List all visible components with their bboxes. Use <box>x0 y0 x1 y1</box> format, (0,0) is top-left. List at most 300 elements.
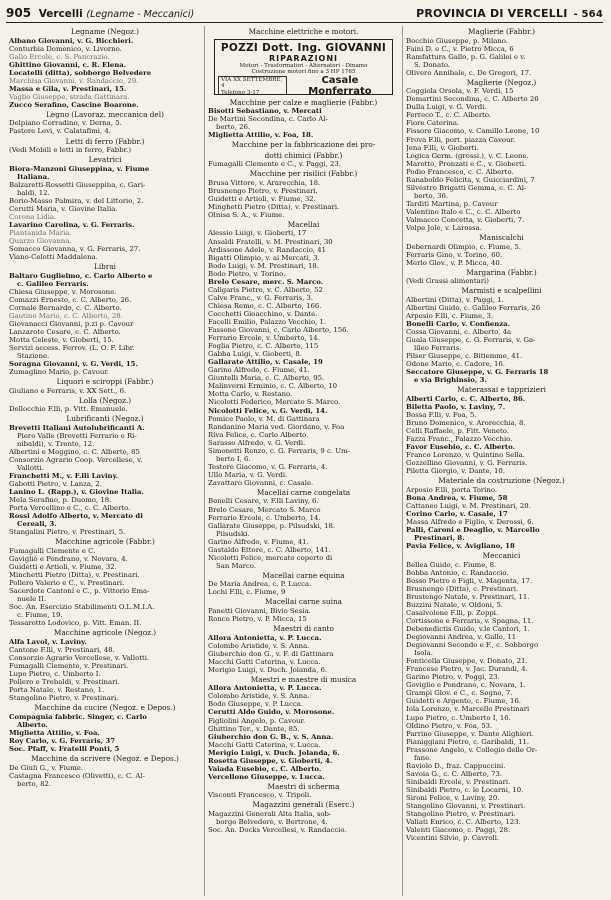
directory-entry: Bossa F.lli, v. Foa, 5. <box>406 410 477 419</box>
directory-entry: berto, 26. <box>216 123 251 132</box>
section-heading: Legname (Negoz.) <box>70 27 140 36</box>
ad-title: POZZI Dott. Ing. GIOVANNI <box>220 41 387 54</box>
directory-entry: Olivero Annibale, c. De Gregori, 17. <box>406 68 532 77</box>
directory-entry: Motta Celeste, v. Gioberti, 15. <box>9 336 114 344</box>
directory-entry: Sacerdote Cantoni e C., p. Vittorio Ema- <box>9 587 150 596</box>
directory-entry: De Giuli G., v. Fiume. <box>9 763 84 772</box>
directory-entry: Buzzini Natale, v. Oldoni, 5. <box>406 600 503 609</box>
directory-entry: c. Galileo Ferraris. <box>17 279 89 288</box>
section-heading: Librai <box>93 262 117 272</box>
directory-entry: Cortissone e Ferraris, v. Spagna, 11. <box>406 616 534 625</box>
directory-entry: Alfa Lavol, v. Laviny. <box>9 637 87 646</box>
directory-entry: c. Fiume, 19. <box>17 611 63 620</box>
section-heading: Meccanici <box>482 551 521 561</box>
section-heading: Macellai carne equina <box>262 570 345 580</box>
directory-entry: Vicentini Silvio, p. Cavroll. <box>406 834 500 843</box>
directory-entry: Nicolotti Felice, mercato coperto di <box>208 553 333 562</box>
directory-entry: Bonelli Cesare, v. F.lli Laviny, 6. <box>208 497 319 506</box>
directory-entry: Merigio Luigi, v. Duch. Jolanda, 6. <box>208 748 340 757</box>
directory-entry: Gallo Ercole, c. S. Pancrazio. <box>9 52 110 61</box>
directory-entry: Vercellone Giuseppe, v. Lucca. <box>208 772 325 781</box>
directory-entry: Delpiano Corradino, v. Derna, 5. <box>9 119 122 128</box>
column-middle <box>204 26 402 896</box>
directory-entry: Valmacco Concetta, v. Gioberti, 7. <box>406 215 525 224</box>
directory-entry: Pilsudski. <box>216 529 250 538</box>
directory-entry: Italiana. <box>17 172 50 181</box>
header-right <box>416 7 603 20</box>
directory-entry: Fassone Giovanni, c. Carlo Alberto, 156. <box>208 326 349 335</box>
directory-entry: Soc. Pfaff, v. Fratelli Ponti, 5 <box>9 745 120 754</box>
directory-entry: Pianiggiani Pietro, c. Garibaldi, 11. <box>406 737 530 746</box>
directory-entry: Lupo Pietro, c. Umberto I, 16. <box>406 713 511 722</box>
directory-entry: berto, 82. <box>17 779 52 788</box>
directory-entry: Garino Alfredo, c. Fiume, 41. <box>208 366 310 375</box>
directory-entry: San Marco. <box>216 561 256 570</box>
directory-entry: Bodo Giuseppe, v. P. Lucca. <box>208 700 304 709</box>
directory-entry: Gavigliò e Pondrano, v. Novara, 4. <box>9 555 128 564</box>
directory-entry: Pavia Felice, v. Avigliano, 18 <box>406 542 515 551</box>
section-heading: Macchine elettriche e motori. <box>248 27 359 36</box>
directory-entry: berto, 36. <box>414 191 449 200</box>
directory-entry: Bigatti Olimpio, v. ai Mercati, 3. <box>208 253 320 262</box>
directory-entry: borgo Belvedere, v. Bertrone, 4. <box>216 817 328 826</box>
section-heading: Lolla (Negoz.) <box>78 395 132 405</box>
directory-entry: Gabba Luigi, v. Gioberti, 8. <box>208 350 302 359</box>
directory-entry: Lavarino Carolina, v. G. Ferraris. <box>9 220 135 229</box>
directory-entry: Ranaboldo Felicita, v. Guicciardini, 7 <box>406 175 535 184</box>
section-heading: Maestri di scherma <box>267 781 340 791</box>
directory-entry: (Vedi Grassi alimentari) <box>406 277 489 286</box>
directory-entry: Bellea Guido, c. Fiume, 8. <box>406 560 497 569</box>
directory-entry: Arposio F.lli, porta Torino. <box>406 485 498 494</box>
directory-entry: Soc. An. Docks Vercellesi, v. Randaccio. <box>208 826 347 835</box>
directory-entry: Gozzellino Giovanni, v. G. Ferraris. <box>406 459 528 468</box>
directory-entry: Ferrario Ercole, v. Umberto, 14. <box>208 334 320 343</box>
advertisement-box <box>214 39 393 95</box>
ad-line-1: Motori - Trasformatori - Alternatori - Dinamo <box>239 62 368 69</box>
directory-entry: Testore Giacomo, v. G. Ferraris, 4. <box>208 462 328 471</box>
directory-entry: Fumagalli Clemente e C., v. Paggi, 23. <box>208 160 341 169</box>
directory-entry: Silvestro Brigatti Gemma, c. C. Al- <box>406 183 527 192</box>
directory-entry: Bisotti Sebastiano, v. Mercati <box>208 107 322 115</box>
section-heading: Marmisti e scalpellini <box>461 286 542 296</box>
directory-entry: Debernardi Olimpio, c. Fiume, 5. <box>406 242 521 251</box>
directory-entry: Fumagalli Clemente e C. <box>9 546 96 555</box>
directory-entry: Cereali, 3. <box>17 520 57 529</box>
page-header <box>6 6 603 23</box>
section-heading: Macchine per risilici (Fabbr.) <box>249 169 358 179</box>
directory-entry: Cerutti Aldo Guido, v. Morosone. <box>208 708 335 717</box>
directory-entry: Biora-Manzoni Giuseppina, v. Fiume <box>9 164 150 173</box>
directory-entry: Giuliano e Ferraris, v. XX Sett., 6. <box>9 386 127 395</box>
directory-entry: Fumagalli Clemente, v. Prestinari. <box>9 662 129 671</box>
directory-entry: Allora Antonietta, v. P. Lucca. <box>208 633 322 642</box>
directory-entry: Marchisa Giovanni, v. Randaccio, 29. <box>9 76 139 85</box>
directory-entry: Vaiada Eusebio, c. C. Alberto. <box>208 764 322 773</box>
directory-entry: De Martini Secondina, c. Carlo Al- <box>208 115 328 124</box>
directory-entry: Grampi Glov. e C., c. Sogno, 7. <box>406 689 513 698</box>
directory-entry: Miglietta Attilio, v. Foa. <box>9 728 100 737</box>
directory-entry: Merlo Glov., v. P. Micca, 40. <box>406 258 502 267</box>
directory-entry: Pollero e Trebaldi, v. Prestinari. <box>9 678 120 687</box>
directory-entry: Fissore Giacomo, v. Camillo Leone, 10 <box>406 127 540 136</box>
directory-entry: Somacco Giovanna, v. G. Ferraris, 27. <box>9 245 141 254</box>
section-heading: Macellai <box>287 219 320 229</box>
directory-entry: Ullo Maria, v. G. Verdi. <box>208 470 288 479</box>
directory-entry: fane. <box>414 753 432 762</box>
directory-entry: nuele II. <box>17 595 47 604</box>
directory-entry: Giovanacci Giovanni, p.zi p. Cavour <box>9 319 134 328</box>
directory-entry: Albano Giovanni, v. G. Bicchieri. <box>9 36 134 45</box>
directory-entry: Odone Mario, c. Cadore, 16. <box>406 360 505 369</box>
directory-entry: Franco Lorenzo, v. Quintino Sella. <box>406 451 525 460</box>
directory-entry: Zumaglino Mario, p. Cavour. <box>9 368 110 377</box>
directory-entry: Conturbia Domenico, v. Livorno. <box>9 44 122 53</box>
directory-entry: Favor Eusebio, c. C. Alberto. <box>406 443 515 452</box>
directory-entry: Sinibaldi Ercole, v. Prestinari. <box>406 777 511 786</box>
directory-entry: nibaldi), v. Trento, 12. <box>17 439 95 448</box>
directory-entry: Riva Felice, c. Carlo Alberto. <box>208 430 309 439</box>
header-province: PROVINCIA DI VERCELLI <box>416 7 568 20</box>
directory-entry: Rosetta Giuseppe, v. Gioberti, 4. <box>208 756 333 765</box>
directory-entry: Pomice Paolo, v. M. di Gattinara <box>208 414 320 423</box>
directory-entry: Degiovanni Andrea, v. Gallo, 11 <box>406 633 517 642</box>
page-number: 905 <box>6 6 32 20</box>
directory-entry: Servizi access. Ferrov. (L. O. F. Libr. <box>9 344 135 353</box>
directory-entry: Guidetti e Argento, c. Fiume, 16. <box>406 697 521 706</box>
directory-entry: Prestinari, 8. <box>414 534 465 543</box>
directory-entry: Savoia G., c. C. Alberto, 73. <box>406 769 503 778</box>
directory-entry: lileo Ferraris. <box>414 344 462 353</box>
directory-entry: Giuberchio don G., v. F. di Gattinara <box>208 649 334 658</box>
directory-entry: Sironi Felice, v. Laviny, 20. <box>406 793 500 802</box>
directory-entry: Prassone Angelo, v. Collegio delle Or- <box>406 745 538 754</box>
directory-entry: Macchi Gatti Caterina, v. Lucca. <box>208 657 321 666</box>
directory-entry: Gastaldo Ettore, c. C. Alberto, 141. <box>208 545 331 554</box>
directory-entry: Biletta Paolo, v. Laviny, 7. <box>406 402 506 411</box>
directory-entry: Corona Lidia. <box>9 212 57 221</box>
directory-entry: Brusnengo Pietro, v. Prestinari. <box>208 186 318 195</box>
directory-entry: Gallarate Giuseppe, p. Pilsudski, 18. <box>208 521 336 530</box>
directory-entry: Brevetti Italiani Autolubrificanti A. <box>9 423 145 432</box>
directory-entry: Oldino Pietro, v. Foa, 53. <box>406 721 493 730</box>
directory-entry: Stangolino Pietro, v. Prestinari. <box>9 694 119 703</box>
directory-entry: Lanino L. (Rapp.), v. Giovine Italia. <box>9 488 144 497</box>
column-right <box>402 26 600 896</box>
section-heading: Maestri e maestre di musica <box>250 674 357 684</box>
directory-entry: Valiati Enrico, c. C. Alberto, 123. <box>406 818 521 827</box>
directory-entry: Caligaris Pietro, v. C. Alberto, 52 <box>208 285 323 294</box>
header-subtitle: (Legname - Meccanici) <box>86 9 195 20</box>
directory-entry: Nicolotti Felice, v. G. Verdi, 14. <box>208 406 328 415</box>
directory-entry: De Maria Andrea, c. P. Lucca. <box>208 580 312 589</box>
directory-entry: Ghittino Ter., v. Dante, 85. <box>208 724 300 733</box>
directory-entry: Pastore Levi, v. Calatafimi, 4. <box>9 127 111 136</box>
directory-entry: Logica Germ. (grossi.), v. C. Leone. <box>406 151 529 160</box>
directory-entry: Facelli Emilio, Palazzo Vecchio, 1. <box>208 317 327 326</box>
directory-entry: Alberto. <box>17 720 48 729</box>
section-heading: Levatrici <box>88 155 122 165</box>
directory-entry: Gautino Mario, c. C. Alberto, 28. <box>9 311 123 320</box>
directory-entry: Motta Carlo, v. Restano. <box>208 390 293 399</box>
directory-entry: Mela Serafino, p. Duomo, 18. <box>9 496 112 505</box>
directory-entry: Porta Vercellino e C., c. C. Alberto. <box>9 504 131 513</box>
directory-entry: Merigio Luigi, v. Duch. Jolanda, 6. <box>208 665 328 674</box>
directory-entry: Bona Andrea, v. Fiume, 58 <box>406 493 508 502</box>
directory-entry: Ferreco T., c. C. Alberto. <box>406 111 492 120</box>
directory-entry: Brelo Cesare, Mercato S. Marco <box>208 505 321 514</box>
directory-entry: Raviolo D., fraz. Cappuccini. <box>406 761 506 770</box>
directory-entry: Coggiola Orsola, v. F. Verdi, 15 <box>406 87 514 96</box>
section-heading: Margarina (Fabbr.) <box>466 267 537 277</box>
directory-entry: Viano-Celotti Maddalena. <box>9 253 98 262</box>
directory-entry: Cornale Bernardo, c. C. Alberto. <box>9 303 122 312</box>
directory-entry: Massa Alfredo e Figlio, v. Derossi, 6. <box>406 517 534 526</box>
directory-entry: Lupo Pietro, c. Umberto I. <box>9 670 101 679</box>
directory-entry: Roy Carlo, v. G. Ferraris, 37 <box>9 736 115 745</box>
directory-entry: Celli Raffaele, p. Fitt. Veneto. <box>406 426 509 435</box>
directory-entry: Podio Francesco, c. C. Alberto. <box>406 167 514 176</box>
directory-entry: Guidetti e Artioli, v. Fiume, 32. <box>9 563 117 572</box>
directory-entry: Degiovanni Secondo e F., c. Sobborgo <box>406 641 539 650</box>
directory-entry: Valentino Italo e C., c. C. Alberto <box>406 207 521 216</box>
section-heading: Macchine da scrivere (Negoz. e Depos.) <box>31 754 179 764</box>
directory-entry: Volpe Jole, v. Larossa. <box>406 224 482 233</box>
directory-entry: Zavattaro Giovanni, c. Casale. <box>208 478 314 487</box>
directory-entry: Ghittino Giovanni, c. R. Elena. <box>9 60 127 69</box>
directory-entry: Pilser Giuseppe, c. Bitiemme, 41. <box>406 352 523 361</box>
directory-entry: Parrino Giuseppe, v. Dante Alighieri. <box>406 729 534 738</box>
directory-entry: Ferrario Ercole, c. Umberto, 14. <box>208 513 321 522</box>
directory-entry: Consorzio Agrario Coop. Vercellese, v. <box>9 456 143 465</box>
directory-entry: Locatelli (ditta), sobborgo Belvedere <box>9 68 152 77</box>
directory-entry: Cerutti Maria, v. Giovine Italia. <box>9 204 118 213</box>
ad-address-1: VIA XX SETTEMBRE, 4 <box>221 76 283 90</box>
directory-entry: Ardissone Adele, v. Randaccio, 41 <box>208 245 327 254</box>
section-heading: Maniscalchi <box>479 233 524 243</box>
ad-address-2: Telefono 3-17 <box>221 89 260 95</box>
directory-entry: Fazza Franc., Palazzo Vecchio. <box>406 435 513 444</box>
directory-entry: Colombo Aristide, v. S. Anna. <box>208 641 310 650</box>
directory-entry: Ansaldi Fratelli, v. M. Prestinari, 30 <box>208 237 333 246</box>
directory-entry: Castagna Francesco (Olivetti), c. C. Al- <box>9 771 145 780</box>
directory-entry: Cantone F.lli, v. Prestinari, 48. <box>9 646 115 654</box>
directory-entry: Baltaro Guglielmo, c. Carlo Alberto e <box>9 271 153 280</box>
directory-entry: Minchetti Pietro (Ditta), v. Prestinari. <box>9 571 140 580</box>
directory-entry: Visconti Francesco, v. Tripoli. <box>208 791 312 800</box>
directory-entry: Gabotti Pietro, v. Lanza, 2. <box>9 480 102 489</box>
directory-entry: Stazione. <box>17 352 50 361</box>
ad-line-2: Costruzione motori fino a 3 HP 1765 <box>251 68 356 75</box>
header-title: Vercelli <box>38 8 83 20</box>
directory-entry: Dellocchio F.lli, p. Vitt. Emanuele. <box>9 405 128 414</box>
directory-entry: Ronco Pietro, v. P. Micca, 15 <box>208 615 307 624</box>
directory-entry: Rossi Adolfo Alberto, v. Mercato di <box>9 512 143 521</box>
directory-entry: Garino Pietro, v. Poggi, 23. <box>406 673 500 682</box>
directory-entry: Piantanida Maria. <box>9 228 72 237</box>
section-heading: Lubrificanti (Negoz.) <box>66 414 144 424</box>
directory-entry: Garino Alfredo, v. Fiume, 41. <box>208 537 309 546</box>
directory-entry: Minghetti Pietro (Ditta), v. Prestinari. <box>208 202 340 211</box>
directory-entry: Guala Giuseppe, c. G. Ferraris, v. Ga- <box>406 336 536 344</box>
directory-entry: Bodo Luigi, v. M. Prestinari, 18. <box>208 261 319 270</box>
directory-entry: Iola Lorenzo, v. Marcello Prestinari <box>406 705 530 714</box>
section-heading: dotti chimici (Fabbr.) <box>264 150 343 160</box>
directory-entry: Macchi Gatti Caterina, v. Lucca. <box>208 740 321 749</box>
directory-entry: Bobba Antonio, c. Randaccio. <box>406 568 509 577</box>
directory-entry: Vallotti. <box>17 464 44 473</box>
section-heading: Macchine da cucire (Negoz. e Depos.) <box>34 703 176 713</box>
directory-entry: Tessarotto Lodovico, p. Vitt. Eman. II. <box>9 619 142 628</box>
directory-entry: Soc. An. Esercizio Stabilimenti O.L.M.I.A. <box>9 603 155 612</box>
section-heading: Macchine per la fabbricazione dei pro- <box>231 140 376 150</box>
column-left <box>6 26 204 896</box>
directory-entry: Guidetti e Artioli, v. Fiume, 32. <box>208 194 316 203</box>
directory-entry: Fonticella Giuseppe, v. Donato, 21. <box>406 657 528 666</box>
directory-entry: Stangalini Pietro, v. Prestinari, 5. <box>9 528 126 537</box>
directory-entry: Ramfattura Gallo, p. G. Galilei e v. <box>406 52 526 61</box>
directory-entry: berto I, 6. <box>216 454 251 463</box>
columns <box>6 26 603 896</box>
directory-entry: Alessio Luigi, v. Gioberti, 17 <box>208 229 307 238</box>
directory-entry: Compagnia fabbric. Singer, c. Carlo <box>9 712 147 721</box>
directory-entry: Fiore Caterina. <box>406 119 460 128</box>
directory-entry: Debenedictis Guido, v.le Cantori, 1. <box>406 625 530 633</box>
directory-entry: (Vedi Mobili e letti in ferro, Fabbr.) <box>9 146 132 155</box>
section-heading: Maestri di canto <box>273 624 334 634</box>
directory-entry: Nicolotti Federico, Mercato S. Marco. <box>208 398 341 407</box>
section-heading: Macellai carne suina <box>265 597 342 607</box>
directory-entry: Arposio F.lli, c. Fiume, 3. <box>406 311 494 320</box>
directory-entry: Brusnengo (Ditta), c. Prestinari. <box>406 584 519 593</box>
header-right-number: - 564 <box>573 9 603 20</box>
directory-entry: Piletta Giorgio, v. Dante, 10. <box>406 467 505 476</box>
directory-entry: Bruno Domenico, v. Arorecchia, 8. <box>406 418 526 427</box>
section-heading: Liquori e sciroppi (Fabbr.) <box>56 377 154 387</box>
section-heading: Macellai carne congelata <box>256 487 351 497</box>
directory-entry: Bodo Pietro, v. Torino. <box>208 269 286 278</box>
directory-entry: Tarditi Martina, p. Cavour <box>406 199 498 208</box>
directory-entry: Massa e Gila, v. Prestinari, 15. <box>9 84 127 93</box>
directory-entry: Colombo Aristide, v. S. Anna. <box>208 692 310 701</box>
section-heading: Maglierie (Negoz.) <box>466 77 537 87</box>
directory-entry: Franchetti M., v. F.lli Laviny. <box>9 472 119 481</box>
directory-entry: Corino Carlo, v. Casale, 17 <box>406 509 508 518</box>
directory-entry: Figliolini Angelo, p. Cavour. <box>208 716 306 725</box>
directory-entry: Cocchetti Gioacchino, v. Dante. <box>208 309 318 318</box>
directory-entry: Foglia Pietro, c. C. Alberto, 115 <box>208 342 319 351</box>
directory-entry: Demartini Secondina, c. C. Alberto 26 <box>406 95 539 104</box>
ad-address-row <box>218 75 389 94</box>
directory-entry: Quarzo Giovanna. <box>9 236 72 245</box>
header-left <box>6 6 194 20</box>
directory-entry: Giuberchio don G. B., v. S. Anna. <box>208 732 334 741</box>
directory-entry: Comazzi Ernesto, c. C. Alberto, 26. <box>9 295 132 304</box>
directory-entry: Pollero Valerio e C., v. Prestinari. <box>9 579 125 588</box>
directory-entry: Bonelli Carlo, v. Confienza. <box>406 319 511 328</box>
directory-entry: Stangolino Pietro, v. Prestinari. <box>406 810 516 819</box>
directory-entry: Miglietta Attilio, v. Foa, 18. <box>208 131 314 140</box>
directory-entry: Chiesa Remo, c. C. Alberto, 166. <box>208 301 322 310</box>
directory-entry: Lanzarote Cesare, c. C. Alberto. <box>9 327 121 336</box>
directory-entry: Brusa Vittore, v. Ararecchia, 18. <box>208 178 321 187</box>
section-heading: Maglierie (Fabbr.) <box>468 27 535 36</box>
section-heading: Macchine per calze e maglierie (Fabbr.) <box>229 97 378 107</box>
directory-entry: Allora Antonietta, v. P. Lucca. <box>208 684 322 693</box>
directory-entry: Valenti Giacomo, c. Paggi, 28. <box>406 826 511 835</box>
directory-entry: Lochi F.lli, c. Fiume, 9 <box>208 588 286 597</box>
directory-entry: Cossa Giovanni, c. Alberto, 4a <box>406 327 512 336</box>
directory-entry: Randanino Maria ved. Giordano, v. Foa <box>208 422 345 431</box>
directory-entry: Bosso Pietro e Figli, v. Magenta, 17. <box>406 576 533 585</box>
section-heading: Legno (Lavoraz. meccanica del) <box>46 109 164 119</box>
ad-address-block <box>218 76 287 95</box>
directory-entry: Stangolino Giovanni, v. Prestinari. <box>406 802 526 811</box>
directory-entry: Panetti Giovanni, Bivio Sesia. <box>208 606 311 615</box>
section-heading: Macchine agricole (Negoz.) <box>53 628 157 638</box>
directory-entry: Francese Pietro, v. Jac. Durandi, 4. <box>406 665 528 674</box>
directory-entry: Marotto, Pronzati e C., v. Gioberti. <box>406 159 527 168</box>
section-heading: Macchine agricole (Fabbr.) <box>55 537 155 547</box>
section-heading: Materassai e tapprizieri <box>457 385 546 395</box>
section-heading: Materiale da costruzione (Negoz.) <box>438 476 565 486</box>
directory-entry: Frova F.lli, port. piazza Cavour. <box>406 135 516 144</box>
directory-entry: e via Brighinsio, 3. <box>414 376 487 385</box>
ad-subtitle: RIPARAZIONI <box>268 53 339 63</box>
directory-entry: Ferraris Gino, v. Torino, 60. <box>406 250 503 259</box>
directory-entry: Balzaretti-Rossetti Giuseppina, c. Gari- <box>9 180 146 189</box>
directory-entry: Cattaneo Luigi, v. M. Prestinari, 20. <box>406 501 531 510</box>
directory-entry: Palli, Caroni e Deaglio, v. Marcello <box>406 525 540 534</box>
directory-entry: Albertini Guido, c. Galileo Ferraris, 26 <box>406 303 541 312</box>
directory-entry: Porta Natale, v. Restano, 1. <box>9 686 105 695</box>
directory-entry: Faini D. e C., v. Pietro Micca, 6 <box>406 44 514 53</box>
directory-entry: Gallarate Attilio, v. Casale, 19 <box>208 358 323 367</box>
directory-entry: Soragna Giovanni, v. G. Verdi, 15. <box>9 360 138 369</box>
directory-entry: Consorzio Agrario Vercellese, v. Vallotti. <box>9 654 150 663</box>
directory-entry: Goviglio e Pondrano, c. Novara, 1. <box>406 681 526 690</box>
directory-entry: Calve Franc., v. G. Ferraris, 3. <box>208 293 314 302</box>
directory-entry: Simonetti Renzo, c. G. Ferraris, 9 c. Um- <box>208 446 350 455</box>
directory-entry: Alberti Carlo, c. C. Alberto, 86. <box>406 394 526 403</box>
directory-entry: Chiesa Giuseppe, v. Morosone. <box>9 287 117 296</box>
directory-entry: Olnisa S. A., v. Fiume. <box>208 210 285 219</box>
directory-entry: Magazzini Generali Alta Italia, sob- <box>208 809 332 818</box>
ad-city: Casale Monferrato <box>308 75 372 95</box>
directory-entry: Jena F.lli, v. Gioberti. <box>406 143 479 152</box>
directory-entry: Borio-Masso Palmira, v. del Littorio, 2. <box>9 196 144 205</box>
directory-entry: Seccatore Giuseppe, v. G. Ferraris 18 <box>406 368 549 377</box>
directory-entry: Albertini e Moggino, c. C. Alberto, 85 <box>9 447 140 456</box>
directory-entry: Brustengo Natale, v. Prestinari, 11. <box>406 592 530 601</box>
directory-entry: Sarasso Alfredo, v. G. Verdi. <box>208 438 306 447</box>
section-heading: Letti di ferro (Fabbr.) <box>65 136 145 146</box>
directory-entry: Zucco Serafino, Cascine Boarone. <box>9 100 139 109</box>
section-heading: Magazzini generali (Eserc.) <box>252 800 355 810</box>
directory-entry: Dulla Luigi, v. G. Verdi. <box>406 103 487 112</box>
directory-entry: Piero Valle (Brevetti Ferrario e Ri- <box>17 431 137 440</box>
directory-entry: Isola. <box>414 649 433 658</box>
directory-entry: Vaglio Giuseppe, strada Gattinara. <box>9 92 130 101</box>
directory-entry: Casalvolone F.lli, p. Zoppi. <box>406 608 499 617</box>
directory-entry: Bocchio Giuseppe, p. Milano. <box>406 36 508 45</box>
directory-entry: Malinverni Erminio, c. C. Alberto, 10 <box>208 382 338 391</box>
directory-entry: baldi, 12. <box>17 188 50 197</box>
directory-entry: Sinibaldi Pietro, c. le Locarni, 10. <box>406 785 524 794</box>
directory-entry: Albertini (Ditta), v. Paggi, 1. <box>406 295 504 304</box>
directory-entry: S. Donato. <box>414 60 451 69</box>
directory-entry: Brelo Cesare, merc. S. Marco. <box>208 277 324 286</box>
